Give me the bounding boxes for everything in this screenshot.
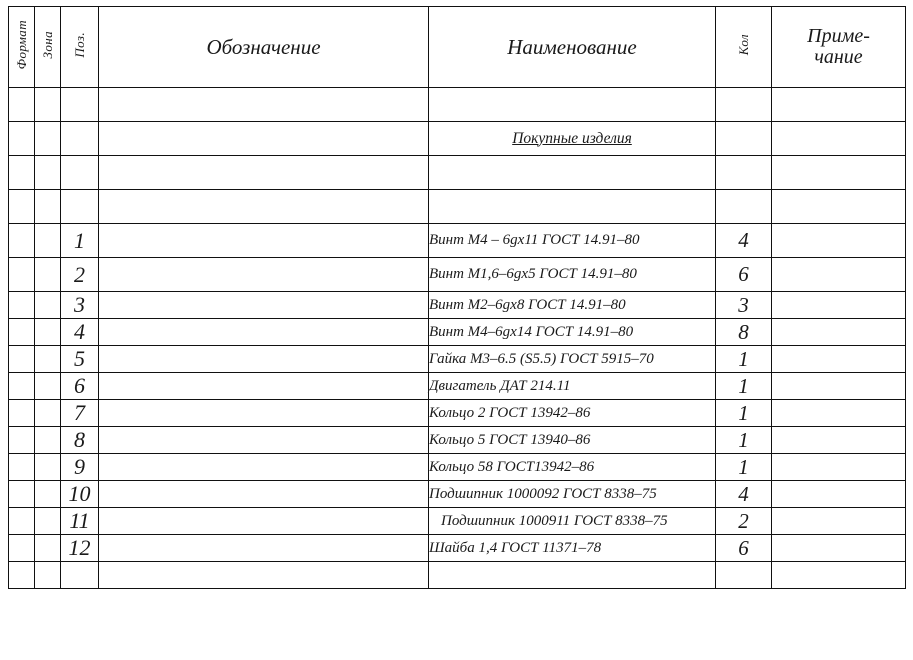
cell-designation xyxy=(99,508,429,535)
cell-zone xyxy=(35,400,61,427)
cell-section-title xyxy=(429,122,716,156)
table-row xyxy=(9,224,906,258)
table-row xyxy=(9,292,906,319)
cell-quantity: 8 xyxy=(716,319,772,346)
cell-format xyxy=(9,224,35,258)
cell-zone xyxy=(35,346,61,373)
cell-note xyxy=(772,122,906,156)
cell-zone xyxy=(35,373,61,400)
table-header-row xyxy=(9,7,906,88)
cell-format xyxy=(9,535,35,562)
cell-format xyxy=(9,122,35,156)
cell-zone xyxy=(35,224,61,258)
cell-name: Винт М4 – 6gх11 ГОСТ 14.91–80 xyxy=(429,224,716,258)
specification-table xyxy=(8,6,906,589)
cell-position: 6 xyxy=(61,373,99,400)
cell-format xyxy=(9,156,35,190)
cell-note xyxy=(772,156,906,190)
column-header-quantity: Кол xyxy=(716,7,772,88)
cell-quantity: 1 xyxy=(716,454,772,481)
cell-name: Кольцо 2 ГОСТ 13942–86 xyxy=(429,400,716,427)
cell-format xyxy=(9,427,35,454)
cell-name xyxy=(429,562,716,589)
cell-format xyxy=(9,346,35,373)
cell-quantity: 1 xyxy=(716,346,772,373)
cell-zone xyxy=(35,122,61,156)
cell-quantity: 3 xyxy=(716,292,772,319)
cell-zone xyxy=(35,427,61,454)
cell-designation xyxy=(99,88,429,122)
cell-zone xyxy=(35,292,61,319)
cell-designation xyxy=(99,346,429,373)
cell-designation xyxy=(99,319,429,346)
cell-name: Подшипник 1000092 ГОСТ 8338–75 xyxy=(429,481,716,508)
cell-name: Шайба 1,4 ГОСТ 11371–78 xyxy=(429,535,716,562)
cell-position: 8 xyxy=(61,427,99,454)
cell-position: 2 xyxy=(61,258,99,292)
table-row xyxy=(9,258,906,292)
cell-zone xyxy=(35,508,61,535)
table-row xyxy=(9,481,906,508)
cell-format xyxy=(9,562,35,589)
cell-designation xyxy=(99,292,429,319)
cell-format xyxy=(9,88,35,122)
column-header-note: Приме- чание xyxy=(772,7,906,88)
cell-quantity: 1 xyxy=(716,373,772,400)
cell-quantity: 6 xyxy=(716,258,772,292)
cell-designation xyxy=(99,224,429,258)
cell-note xyxy=(772,292,906,319)
cell-designation xyxy=(99,373,429,400)
table-row xyxy=(9,373,906,400)
cell-zone xyxy=(35,258,61,292)
table-row xyxy=(9,319,906,346)
cell-note xyxy=(772,346,906,373)
table-row xyxy=(9,88,906,122)
table-row xyxy=(9,122,906,156)
cell-note xyxy=(772,535,906,562)
cell-name xyxy=(429,190,716,224)
cell-quantity xyxy=(716,88,772,122)
cell-position: 3 xyxy=(61,292,99,319)
cell-format xyxy=(9,292,35,319)
cell-position xyxy=(61,88,99,122)
cell-designation xyxy=(99,562,429,589)
cell-designation xyxy=(99,156,429,190)
cell-name: Подшипник 1000911 ГОСТ 8338–75 xyxy=(429,508,716,535)
cell-note xyxy=(772,508,906,535)
cell-zone xyxy=(35,454,61,481)
column-header-position: Поз. xyxy=(61,7,99,88)
cell-quantity: 6 xyxy=(716,535,772,562)
cell-position: 12 xyxy=(61,535,99,562)
cell-note xyxy=(772,400,906,427)
cell-note xyxy=(772,427,906,454)
cell-designation xyxy=(99,258,429,292)
table-row xyxy=(9,190,906,224)
cell-format xyxy=(9,190,35,224)
cell-name: Кольцо 58 ГОСТ13942–86 xyxy=(429,454,716,481)
cell-quantity: 4 xyxy=(716,224,772,258)
cell-note xyxy=(772,481,906,508)
cell-designation xyxy=(99,190,429,224)
table-row xyxy=(9,562,906,589)
cell-designation xyxy=(99,400,429,427)
cell-position: 11 xyxy=(61,508,99,535)
cell-position: 1 xyxy=(61,224,99,258)
cell-quantity xyxy=(716,156,772,190)
cell-quantity: 1 xyxy=(716,400,772,427)
cell-position: 10 xyxy=(61,481,99,508)
cell-name xyxy=(429,88,716,122)
cell-designation xyxy=(99,454,429,481)
cell-quantity: 2 xyxy=(716,508,772,535)
cell-note xyxy=(772,319,906,346)
cell-zone xyxy=(35,562,61,589)
table-row xyxy=(9,400,906,427)
cell-format xyxy=(9,373,35,400)
column-header-zone: Зона xyxy=(35,7,61,88)
cell-zone xyxy=(35,88,61,122)
cell-position xyxy=(61,122,99,156)
cell-zone xyxy=(35,156,61,190)
cell-zone xyxy=(35,481,61,508)
cell-zone xyxy=(35,190,61,224)
cell-position: 5 xyxy=(61,346,99,373)
cell-position: 7 xyxy=(61,400,99,427)
cell-format xyxy=(9,454,35,481)
cell-format xyxy=(9,400,35,427)
cell-position xyxy=(61,190,99,224)
cell-format xyxy=(9,319,35,346)
column-header-format: Формат xyxy=(9,7,35,88)
cell-designation xyxy=(99,535,429,562)
table-row xyxy=(9,454,906,481)
cell-note xyxy=(772,88,906,122)
section-title-text: Покупные изделия xyxy=(512,129,632,147)
table-row xyxy=(9,346,906,373)
table-row xyxy=(9,508,906,535)
cell-name xyxy=(429,156,716,190)
cell-format xyxy=(9,258,35,292)
cell-note xyxy=(772,373,906,400)
column-header-designation: Обозначение xyxy=(99,7,429,88)
cell-position xyxy=(61,156,99,190)
cell-format xyxy=(9,508,35,535)
cell-position: 4 xyxy=(61,319,99,346)
table-row xyxy=(9,427,906,454)
cell-name: Винт М2–6gх8 ГОСТ 14.91–80 xyxy=(429,292,716,319)
table-row xyxy=(9,535,906,562)
cell-name: Двигатель ДАТ 214.11 xyxy=(429,373,716,400)
cell-note xyxy=(772,454,906,481)
cell-quantity xyxy=(716,190,772,224)
cell-note xyxy=(772,224,906,258)
cell-name: Винт М1,6–6gх5 ГОСТ 14.91–80 xyxy=(429,258,716,292)
cell-note xyxy=(772,258,906,292)
cell-name: Винт М4–6gх14 ГОСТ 14.91–80 xyxy=(429,319,716,346)
cell-designation xyxy=(99,122,429,156)
cell-name: Кольцо 5 ГОСТ 13940–86 xyxy=(429,427,716,454)
cell-designation xyxy=(99,427,429,454)
cell-note xyxy=(772,190,906,224)
cell-quantity xyxy=(716,122,772,156)
cell-name: Гайка М3–6.5 (S5.5) ГОСТ 5915–70 xyxy=(429,346,716,373)
cell-quantity xyxy=(716,562,772,589)
cell-designation xyxy=(99,481,429,508)
cell-format xyxy=(9,481,35,508)
table-row xyxy=(9,156,906,190)
cell-note xyxy=(772,562,906,589)
cell-quantity: 1 xyxy=(716,427,772,454)
cell-position xyxy=(61,562,99,589)
cell-zone xyxy=(35,535,61,562)
cell-zone xyxy=(35,319,61,346)
column-header-name: Наименование xyxy=(429,7,716,88)
cell-quantity: 4 xyxy=(716,481,772,508)
cell-position: 9 xyxy=(61,454,99,481)
